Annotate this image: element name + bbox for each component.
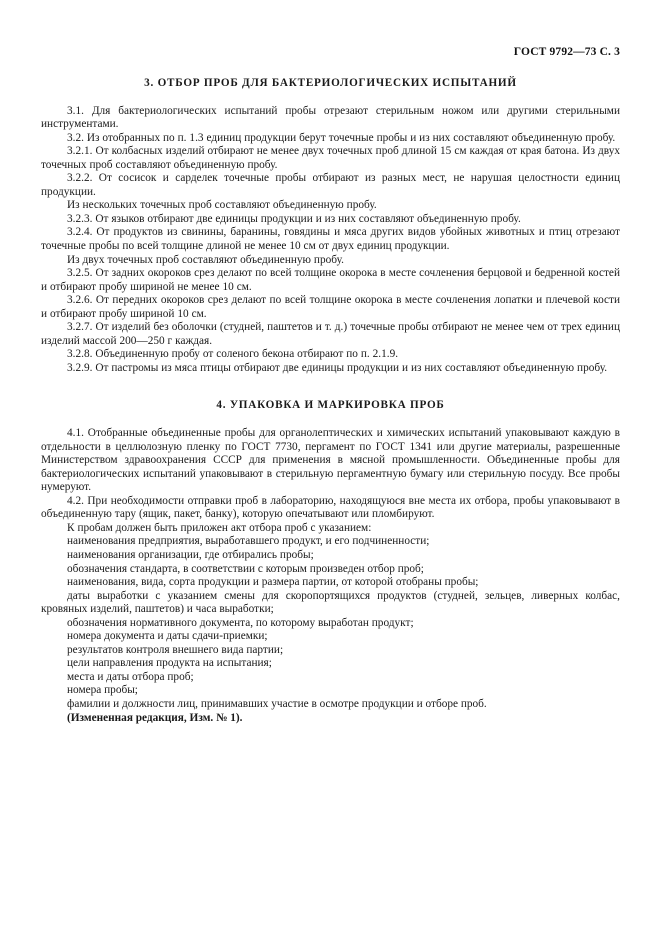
document-body: [41, 76, 620, 725]
page-header: ГОСТ 9792—73 С. 3: [513, 46, 620, 58]
list-item: фамилии и должности лиц, принимавших участие в осмотре продукции и отборе проб.: [67, 698, 487, 710]
paragraph-3-2-6: 3.2.6. От передних окороков срез делают по всей толщине окорока в месте сочленения лопатки и плечевой кости и отбирают пробу шириной 10 см.: [41, 294, 620, 320]
list-item: даты выработки с указанием смены для скоропортящихся продуктов (студней, зельцев, ливерных колбас, кровяных изделий, паштетов) и часа выработки;: [41, 589, 620, 616]
list-item: цели направления продукта на испытания;: [67, 657, 272, 670]
list-item: номера документа и даты сдачи-приемки;: [67, 630, 268, 643]
section-title-4: 4. УПАКОВКА И МАРКИРОВКА ПРОБ: [216, 398, 445, 411]
paragraph-3-2-5: 3.2.5. От задних окороков срез делают по всей толщине окорока в месте сочленения берцовой и бедренной костей и отбирают пробу шириной не менее 10 см.: [41, 267, 620, 293]
section-title-3: 3. ОТБОР ПРОБ ДЛЯ БАКТЕРИОЛОГИЧЕСКИХ ИСПЫТАНИЙ: [144, 77, 517, 89]
list-item: наименования организации, где отбирались пробы;: [67, 548, 314, 561]
paragraph-3-2-4: 3.2.4. От продуктов из свинины, баранины, говядины и мяса других видов убойных животных и птиц отрезают точечные пробы по всей толщине длиной не менее 10 см от двух единиц продукции.: [41, 226, 620, 253]
paragraph-3-2-2-note: Из нескольких точечных проб составляют объединенную пробу.: [67, 199, 377, 212]
paragraph-3-2-9: 3.2.9. От пастромы из мяса птицы отбирают две единицы продукции и из них составляют объединенную пробу.: [67, 361, 608, 374]
list-item: наименования, вида, сорта продукции и размера партии, от которой отобраны пробы;: [67, 576, 479, 589]
paragraph-4-2-intro: К пробам должен быть приложен акт отбора проб с указанием:: [67, 521, 372, 534]
paragraph-3-1: 3.1. Для бактериологических испытаний пробы отрезают стерильным ножом или другими стерильными инструментами.: [41, 104, 620, 131]
list-item: номера пробы;: [67, 684, 138, 697]
paragraph-3-2-1: 3.2.1. От колбасных изделий отбирают не менее двух точечных проб длиной 15 см каждая от края батона. Из двух точечных проб составляют объединенную пробу.: [41, 145, 620, 171]
list-item: обозначения нормативного документа, по которому выработан продукт;: [67, 616, 414, 629]
paragraph-4-1: 4.1. Отобранные объединенные пробы для органолептических и химических испытаний упаковывают каждую в отдельности в целлюлозную пленку по ГОСТ 7730, пергамент по ГОСТ 1341 или другие материалы, разрешенные Министерством здравоохранения СССР для применения в мясной промышленности. Объединенные пробы для бактериологических испытаний упаковывают в стерильную пергаментную бумагу или стерильную посуду. Все пробы нумеруют.: [41, 427, 620, 494]
paragraph-4-2: 4.2. При необходимости отправки проб в лабораторию, находящуюся вне места их отбора, пробы упаковывают в объединенную тару (ящик, пакет, банку), которую опечатывают или пломбируют.: [41, 494, 620, 521]
list-item: наименования предприятия, выработавшего продукт, и его подчиненности;: [67, 535, 430, 548]
list-item: места и даты отбора проб;: [67, 670, 194, 683]
amendment-note: (Измененная редакция, Изм. № 1).: [67, 711, 243, 724]
paragraph-3-2: 3.2. Из отобранных по п. 1.3 единиц продукции берут точечные пробы и из них составляют объединенную пробу.: [67, 131, 616, 144]
paragraph-3-2-2: 3.2.2. От сосисок и сарделек точечные пробы отбирают из разных мест, не нарушая целостности единиц продукции.: [41, 172, 620, 198]
paragraph-3-2-7: 3.2.7. От изделий без оболочки (студней, паштетов и т. д.) точечные пробы отбирают не менее чем от трех единиц изделий массой 200—250 г каждая.: [41, 321, 620, 347]
list-item: обозначения стандарта, в соответствии с которым произведен отбор проб;: [67, 562, 424, 575]
paragraph-3-2-4-note: Из двух точечных проб составляют объединенную пробу.: [67, 253, 344, 266]
paragraph-3-2-3: 3.2.3. От языков отбирают две единицы продукции и из них составляют объединенную пробу.: [67, 212, 521, 225]
list-item: результатов контроля внешнего вида партии;: [67, 643, 284, 656]
paragraph-3-2-8: 3.2.8. Объединенную пробу от соленого бекона отбирают по п. 2.1.9.: [67, 348, 399, 361]
